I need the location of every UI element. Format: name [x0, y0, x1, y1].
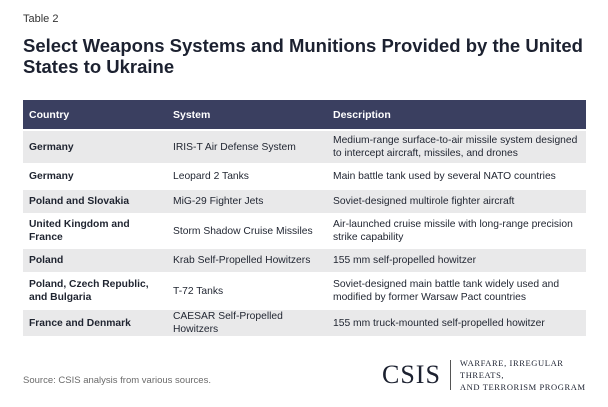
cell-system: Storm Shadow Cruise Missiles: [167, 214, 327, 248]
cell-country: Germany: [23, 164, 167, 189]
cell-system: Leopard 2 Tanks: [167, 164, 327, 189]
table-row: [23, 309, 586, 336]
cell-system: MiG-29 Fighter Jets: [167, 189, 327, 214]
table-label: Table 2: [23, 13, 59, 25]
cell-country: Poland, Czech Republic, and Bulgaria: [23, 273, 167, 309]
cell-description: Medium-range surface-to-air missile system designed to intercept aircraft, missiles, and drones: [327, 130, 586, 164]
cell-description: Main battle tank used by several NATO countries: [327, 164, 586, 189]
csis-logo: CSIS: [382, 360, 441, 389]
cell-system: T-72 Tanks: [167, 273, 327, 309]
table-row: [23, 248, 586, 273]
page-title: Select Weapons Systems and Munitions Provided by the United States to Ukraine: [23, 35, 583, 77]
table-row: [23, 164, 586, 189]
table-row: [23, 130, 586, 164]
table-header-row: [23, 100, 586, 130]
cell-country: Poland: [23, 248, 167, 273]
source-note: Source: CSIS analysis from various sources.: [23, 375, 211, 386]
cell-system: Krab Self-Propelled Howitzers: [167, 248, 327, 273]
table-row: [23, 189, 586, 214]
program-line: AND TERRORISM PROGRAM: [459, 382, 586, 392]
weapons-table: [23, 100, 586, 336]
cell-country: United Kingdom and France: [23, 214, 167, 248]
program-line: WARFARE, IRREGULAR THREATS,: [459, 358, 564, 380]
header-system: System: [167, 100, 327, 130]
cell-system: IRIS-T Air Defense System: [167, 130, 327, 164]
cell-description: Air-launched cruise missile with long-range precision strike capability: [327, 214, 586, 248]
cell-country: France and Denmark: [23, 309, 167, 336]
cell-description: Soviet-designed multirole fighter aircraft: [327, 189, 586, 214]
header-description: Description: [327, 100, 586, 130]
table-row: [23, 214, 586, 248]
cell-country: Germany: [23, 130, 167, 164]
brand-block: [382, 358, 608, 392]
table-row: [23, 273, 586, 309]
cell-country: Poland and Slovakia: [23, 189, 167, 214]
cell-description: 155 mm truck-mounted self-propelled howitzer: [327, 309, 586, 336]
cell-description: Soviet-designed main battle tank widely used and modified by former Warsaw Pact countries: [327, 273, 586, 309]
cell-system: CAESAR Self-Propelled Howitzers: [167, 309, 327, 336]
program-name: [460, 357, 608, 393]
header-country: Country: [23, 100, 167, 130]
cell-description: 155 mm self-propelled howitzer: [327, 248, 586, 273]
brand-divider: [450, 360, 451, 390]
